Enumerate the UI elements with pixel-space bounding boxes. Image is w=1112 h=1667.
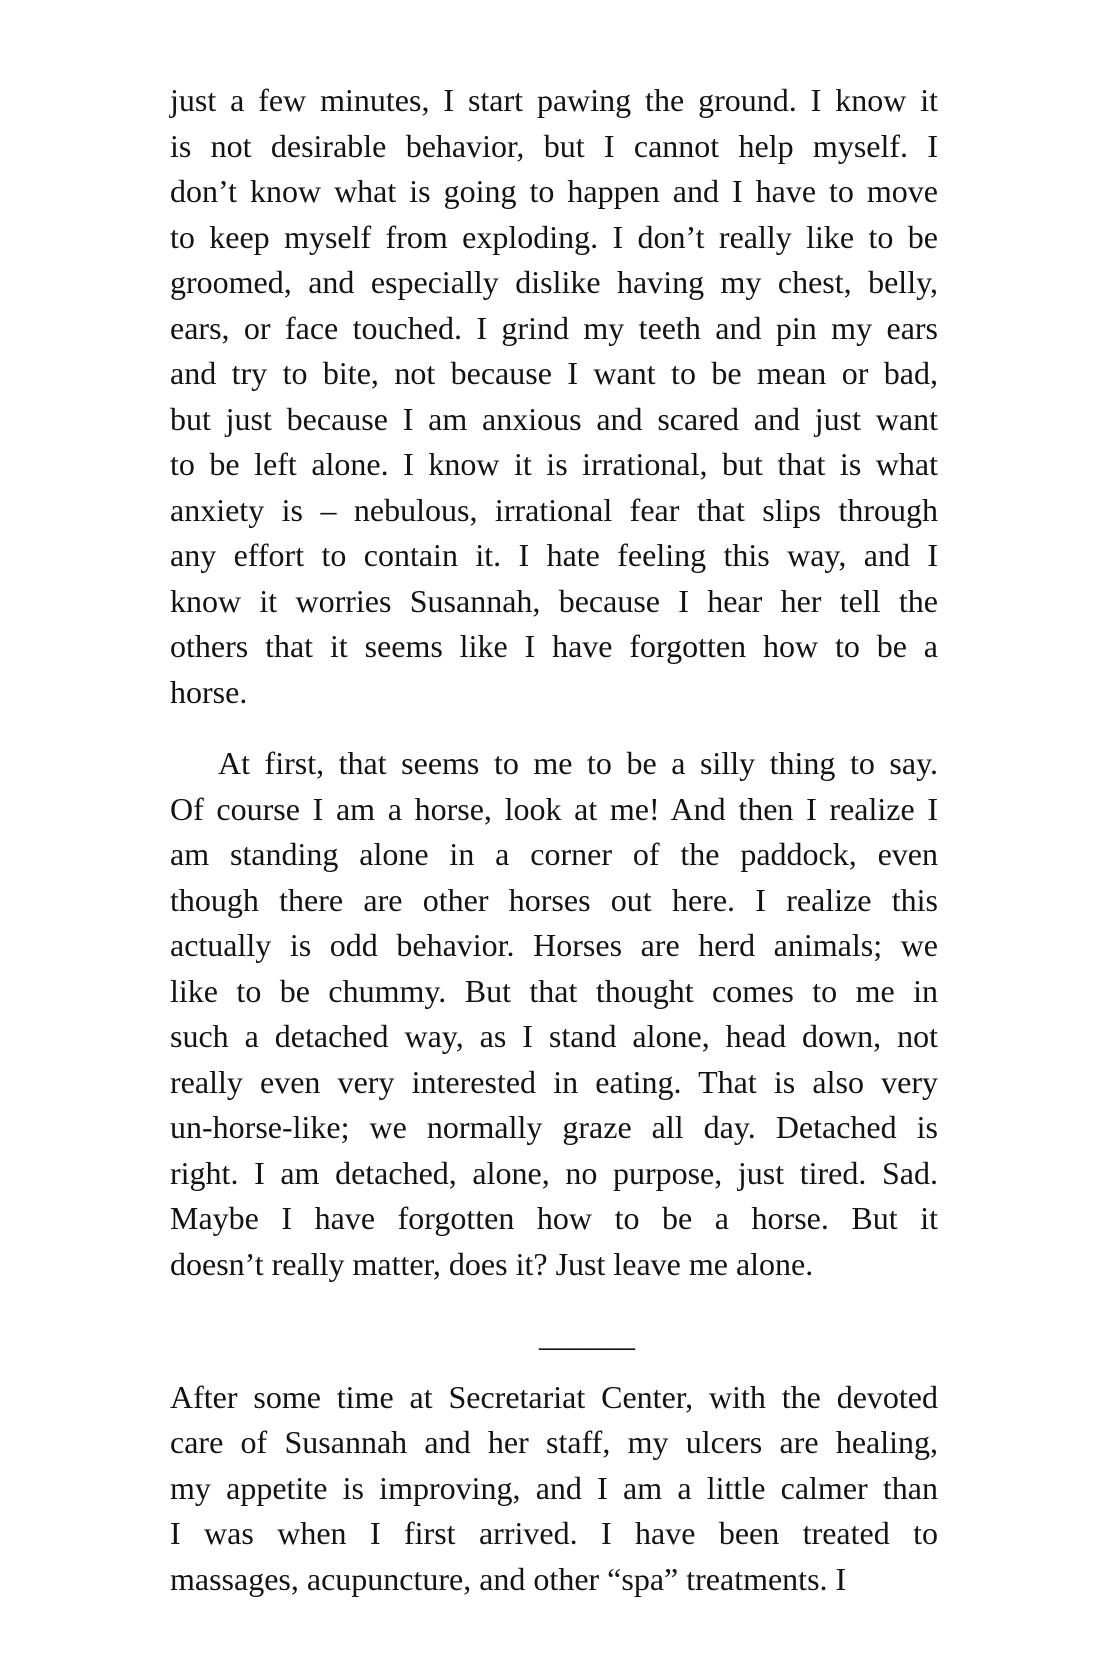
text-line: Maybe I have forgotten how to be a horse. But it [170, 1200, 938, 1236]
text-line: anxiety is – nebulous, irrational fear that slips through [170, 491, 938, 528]
text-line: un-horse-like; we normally graze all day. Detached is [170, 1109, 938, 1145]
text-line: right. I am detached, alone, no purpose, just tired. Sad. [170, 1154, 938, 1191]
text-line: to be left alone. I know it is irrational, but that is what [170, 446, 938, 482]
text-line: though there are other horses out here. I realize this [170, 881, 938, 918]
paragraph [170, 78, 938, 715]
text-line: massages, acupuncture, and other “spa” treatments. I [170, 1560, 847, 1597]
text-line: just a few minutes, I start pawing the ground. I know it [170, 82, 938, 118]
text-line: my appetite is improving, and I am a little calmer than [170, 1469, 938, 1506]
text-line: I was when I first arrived. I have been treated to [170, 1515, 938, 1551]
paragraph [170, 741, 938, 1287]
text-line: any effort to contain it. I hate feeling this way, and I [170, 537, 938, 573]
text-line: At first, that seems to me to be a silly thing to say. [218, 745, 938, 781]
text-line: such a detached way, as I stand alone, head down, not [170, 1018, 938, 1054]
section-separator: ______ [539, 1317, 635, 1353]
text-line: to keep myself from exploding. I don’t really like to be [170, 218, 938, 255]
text-line: Of course I am a horse, look at me! And then I realize I [170, 790, 938, 827]
text-line: groomed, and especially dislike having my chest, belly, [170, 264, 938, 300]
text-line: doesn’t really matter, does it? Just leave me alone. [170, 1245, 814, 1282]
text-line: and try to bite, not because I want to be mean or bad, [170, 355, 938, 391]
text-line: am standing alone in a corner of the paddock, even [170, 836, 938, 872]
text-line: care of Susannah and her staff, my ulcers are healing, [170, 1424, 938, 1460]
text-column [170, 78, 938, 1628]
text-line: horse. [170, 673, 248, 710]
text-line: ears, or face touched. I grind my teeth and pin my ears [170, 309, 938, 346]
text-line: really even very interested in eating. That is also very [170, 1063, 938, 1100]
text-line: like to be chummy. But that thought comes to me in [170, 972, 938, 1009]
text-line: but just because I am anxious and scared and just want [170, 400, 938, 437]
text-line: is not desirable behavior, but I cannot help myself. I [170, 127, 938, 164]
text-line: know it worries Susannah, because I hear her tell the [170, 582, 938, 619]
text-line: others that it seems like I have forgotten how to be a [170, 628, 938, 664]
text-line: After some time at Secretariat Center, with the devoted [170, 1378, 938, 1415]
text-line: actually is odd behavior. Horses are herd animals; we [170, 927, 938, 963]
paragraph [170, 1375, 938, 1603]
text-line: don’t know what is going to happen and I have to move [170, 173, 938, 209]
